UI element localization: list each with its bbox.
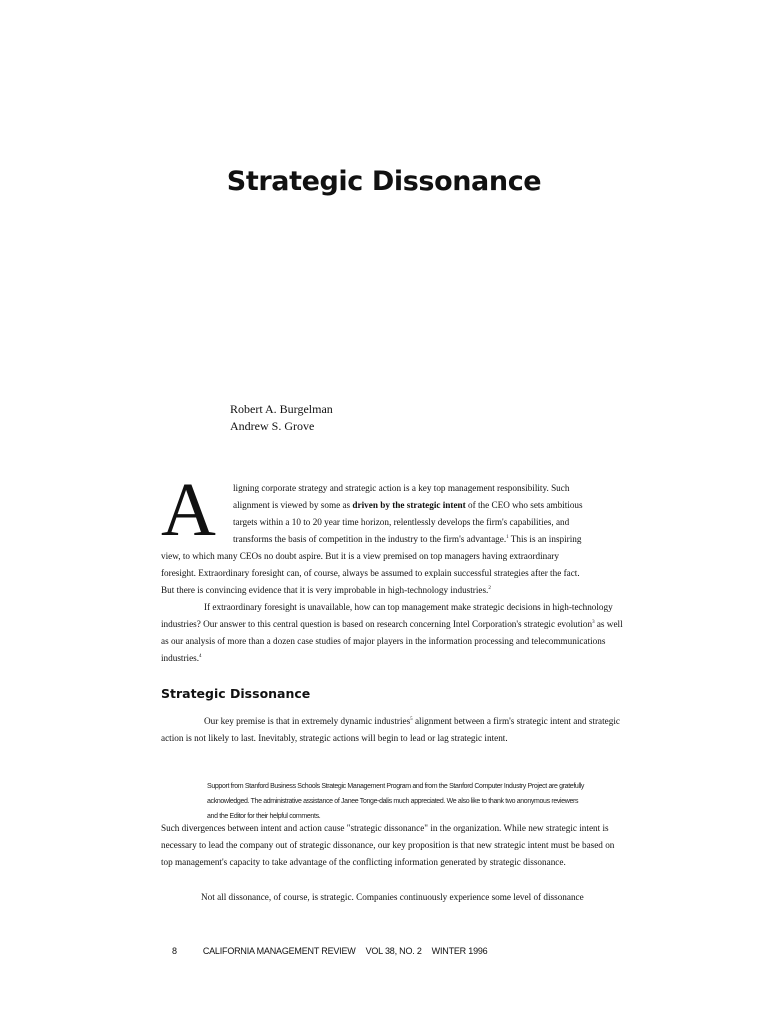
footnote-ref: 4 — [199, 654, 202, 659]
emphasis-text: driven by the strategic intent — [352, 500, 466, 510]
journal-issue: WINTER 1996 — [431, 946, 488, 956]
page-number: 8 — [172, 946, 177, 956]
journal-volume: VOL 38, NO. 2 — [365, 946, 422, 956]
drop-cap: A — [161, 468, 216, 552]
footnote-acknowledgment — [207, 779, 627, 824]
footnote-line: Support from Stanford Business Schools Strategic Management Program and from the Stanford Computer Industry Project are gratefully — [207, 783, 585, 790]
author-list — [230, 401, 333, 435]
paragraph-text: Such divergences between intent and action cause "strategic dissonance" in the organization. While new strategic intent is necessary to lead the company out of strategic dissonance, our key proposition is that new strategic intent must be based on top management's capacity to take advantage of the conflicting information generated by strategic dissonance. — [161, 823, 615, 867]
paragraph-text: alignment between a firm's strategic intent and strategic action is not likely to last. Inevitably, strategic actions will begin to lead or lag strategic intent. — [161, 716, 620, 743]
author-name: Andrew S. Grove — [230, 419, 315, 433]
text-line: view, to which many CEOs no doubt aspire. But it is a view premised on top managers having extraordinary — [161, 551, 559, 561]
section-paragraph-3 — [161, 889, 631, 906]
text-line: transforms the basis of competition in the industry to the firm's advantage.$^1$ This is an inspiring — [233, 534, 582, 544]
section-heading: Strategic Dissonance — [161, 686, 311, 701]
footnote-ref: 3 — [592, 620, 595, 625]
text-line: alignment is viewed by some as driven by the strategic intent of the CEO who sets ambitious — [233, 500, 583, 510]
intro-paragraph-2 — [161, 599, 627, 667]
paragraph-text: If extraordinary foresight is unavailable, how can top management make strategic decisions in high-technology industries? Our answer to this central question is based on research concerning Intel Corporation's strategic evolution — [161, 602, 613, 629]
footnote-ref: 1 — [506, 535, 509, 540]
paragraph-text: Our key premise is that in extremely dynamic industries — [204, 716, 411, 726]
footnote-line: acknowledged. The administrative assistance of Janee Tonge-dalis much appreciated. We also like to thank two anonymous reviewers — [207, 798, 579, 805]
footnote-line: and the Editor for their helpful comments. — [207, 813, 321, 820]
journal-name: CALIFORNIA MANAGEMENT REVIEW — [202, 946, 356, 956]
footnote-ref: 5 — [410, 717, 413, 722]
text-line: foresight. Extraordinary foresight can, of course, always be assumed to explain successful strategies after the fact. — [161, 568, 580, 578]
intro-paragraph-1 — [161, 480, 627, 599]
section-paragraph-1 — [161, 713, 627, 747]
paragraph-text: as well as our analysis of more than a dozen case studies of major players in the information processing and telecommunications industries. — [161, 619, 623, 663]
page-footer — [172, 946, 488, 956]
journal-info — [203, 946, 488, 956]
footnote-ref: 2 — [488, 586, 491, 591]
paragraph-text: Not all dissonance, of course, is strategic. Companies continuously experience some level of dissonance — [201, 892, 584, 902]
article-title: Strategic Dissonance — [226, 166, 542, 197]
text-line: ligning corporate strategy and strategic action is a key top management responsibility. Such — [233, 483, 570, 493]
section-paragraph-2 — [161, 820, 627, 871]
text-line: But there is convincing evidence that it is very improbable in high-technology industries.$^2$ — [161, 585, 491, 595]
text-line: targets within a 10 to 20 year time horizon, relentlessly develops the firm's capabilities, and — [233, 517, 570, 527]
author-name: Robert A. Burgelman — [230, 402, 333, 416]
